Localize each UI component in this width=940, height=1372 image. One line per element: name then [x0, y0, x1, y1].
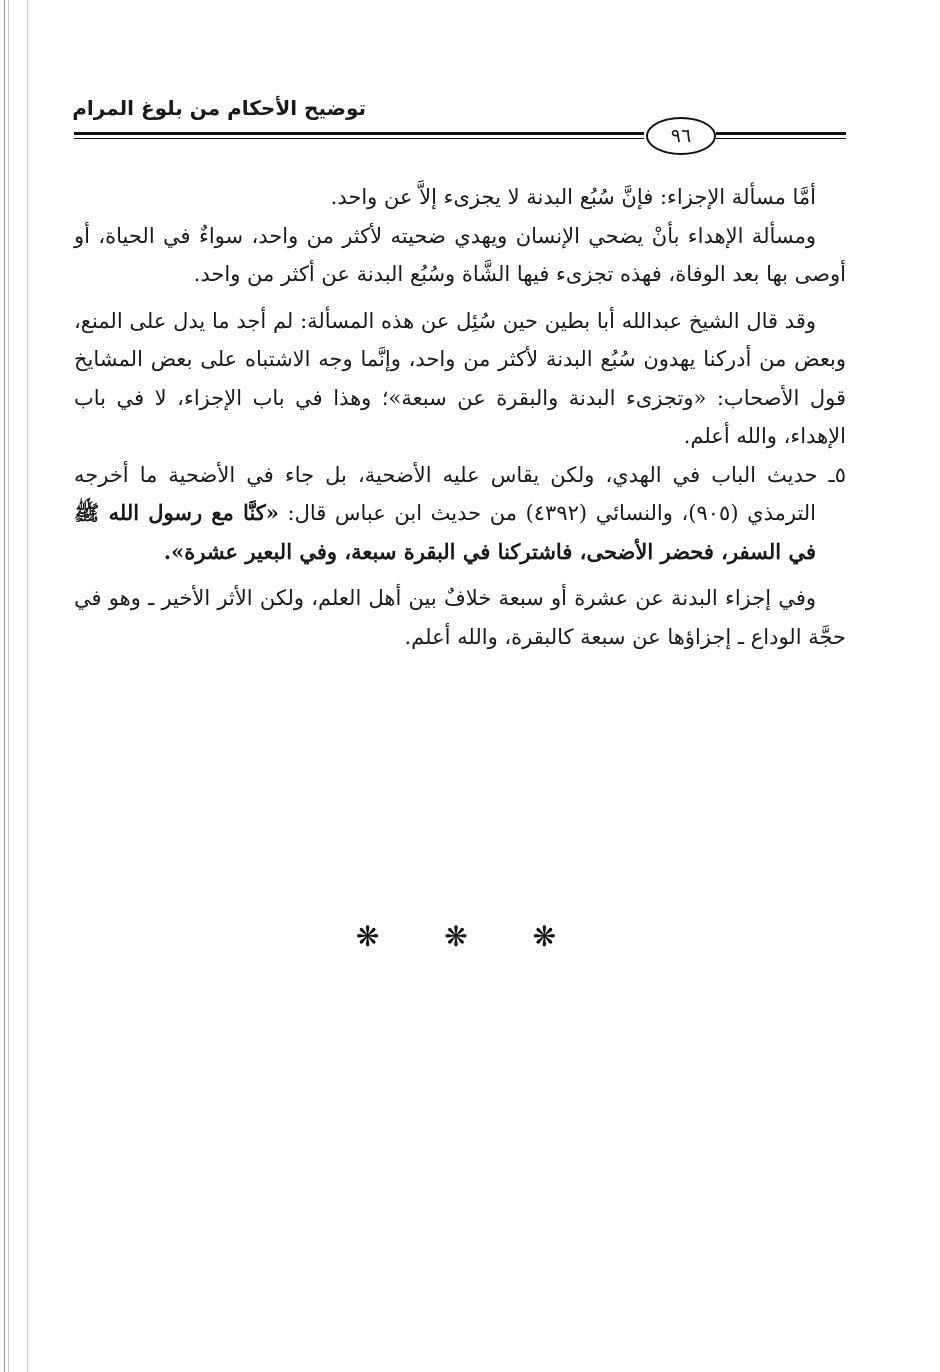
page-edge-line: [4, 0, 5, 1372]
paragraph: ومسألة الإهداء بأنْ يضحي الإنسان ويهدي ضحيته لأكثر من واحد، سواءٌ في الحياة، أو أوصى بها بعد الوفاة، فهذه تجزىء فيها الشَّاة وسُبُع البدنة عن أكثر من واحد.: [74, 223, 846, 286]
page-edge-line: [27, 0, 28, 1372]
book-title: توضيح الأحكام من بلوغ المرام: [72, 96, 366, 120]
page-header: [74, 90, 846, 160]
numbered-paragraph: [74, 456, 846, 572]
paragraph-text: ٥ـ حديث الباب في الهدي، ولكن يقاس عليه الأضحية، بل جاء في الأضحية ما أخرجه الترمذي (٩٠٥)، والنسائي (٤٣٩٢) من حديث ابن عباس قال:: [74, 462, 846, 525]
page-number: ٩٦: [646, 117, 716, 155]
header-rule: [716, 132, 846, 135]
header-rule: [74, 132, 644, 135]
section-separator: ❋ ❋ ❋: [355, 920, 585, 953]
hadith-quote: «كنَّا مع رسول الله ﷺ في السفر، فحضر الأضحى، فاشتركنا في البقرة سبعة، وفي البعير عشرة».: [74, 500, 816, 564]
header-rule: [716, 138, 846, 139]
paragraph: وقد قال الشيخ عبدالله أبا بطين حين سُئِل عن هذه المسألة: لم أجد ما يدل على المنع، وبعض من أدركنا يهدون سُبُع البدنة لأكثر من واحد، وإنَّما وجه الاشتباه على بعض المشايخ قول الأصحاب: «وتجزىء البدنة والبقرة عن سبعة»؛ وهذا في باب الإجزاء، لا في باب الإهداء، والله أعلم.: [74, 308, 846, 448]
page-body: [74, 178, 846, 656]
paragraph: وفي إجزاء البدنة عن عشرة أو سبعة خلافٌ بين أهل العلم، ولكن الأثر الأخير ـ وهو في حجَّة الوداع ـ إجزاؤها عن سبعة كالبقرة، والله أعلم.: [74, 586, 846, 649]
header-rule: [74, 138, 644, 139]
paragraph: أمَّا مسألة الإجزاء: فإنَّ سُبُع البدنة لا يجزىء إلاَّ عن واحد.: [330, 185, 816, 209]
page-edge-line: [8, 0, 9, 1372]
